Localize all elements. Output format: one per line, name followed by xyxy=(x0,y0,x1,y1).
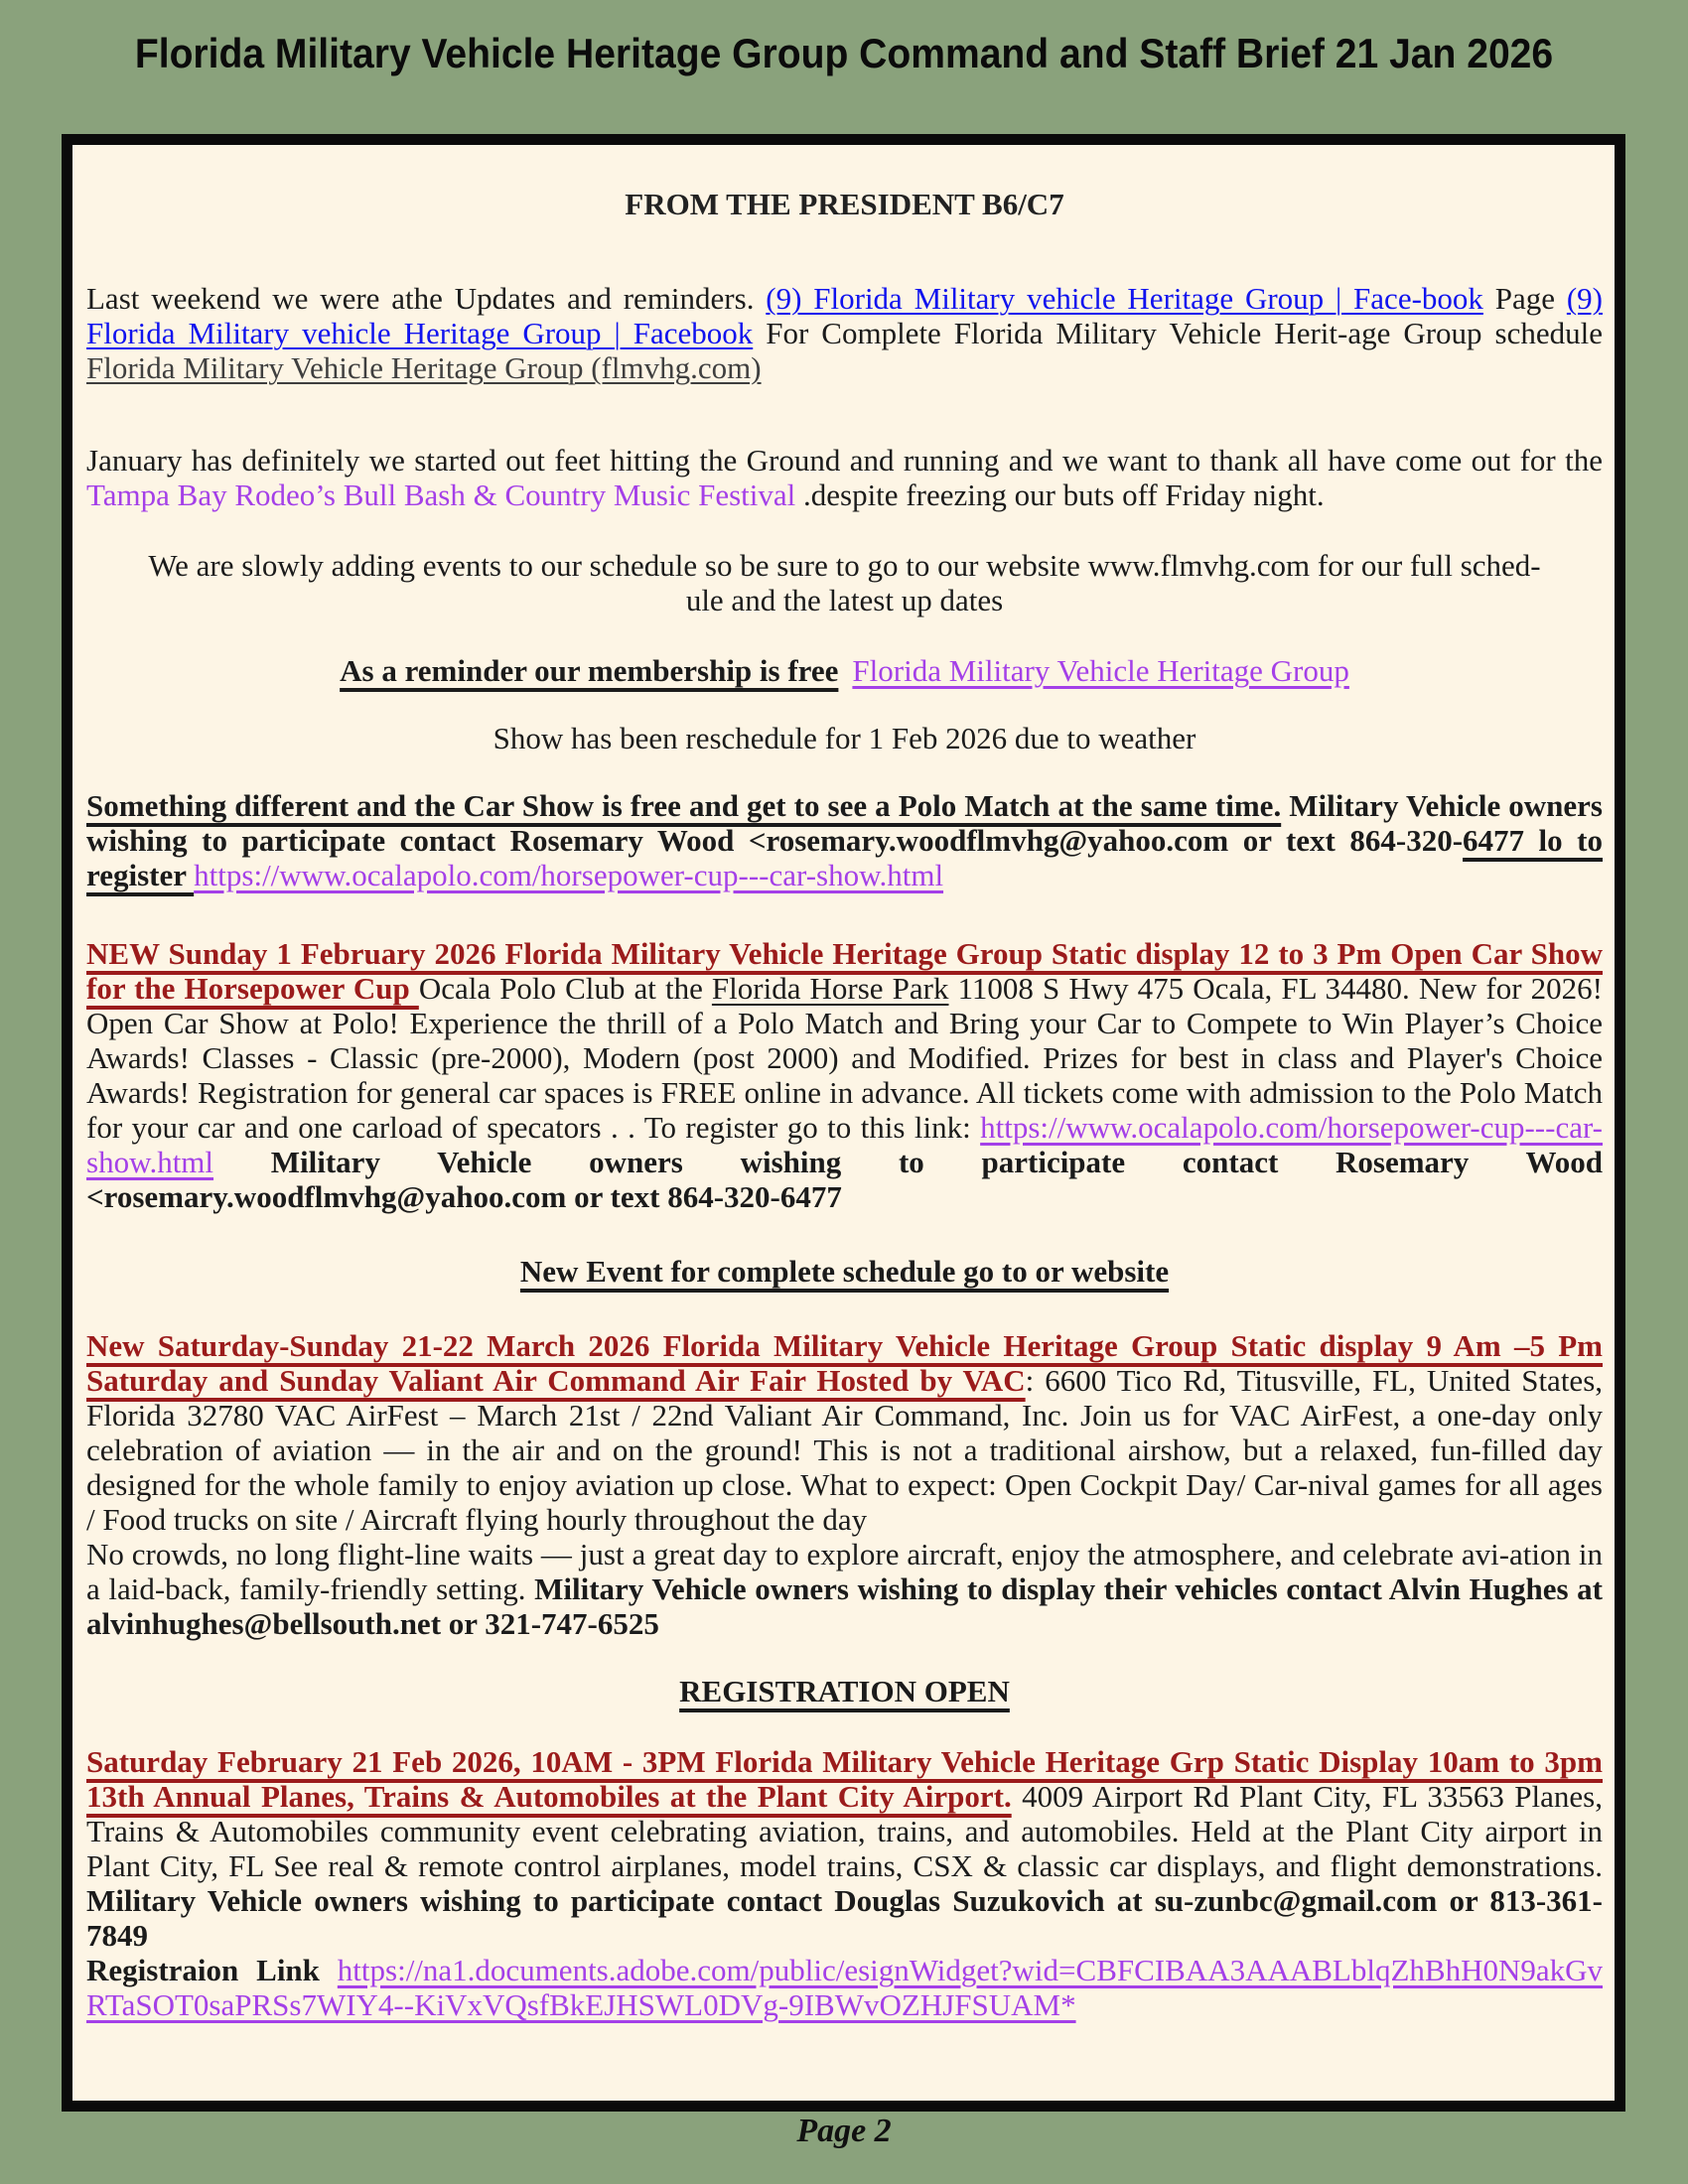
updates-text-1: Last weekend we were athe Updates and reminders. xyxy=(86,281,767,316)
schedule-note-line-1: We are slowly adding events to our schedule so be sure to go to our website www.flmvhg.com for our full sched- xyxy=(148,548,1541,583)
tampa-festival-highlight: Tampa Bay Rodeo’s Bull Bash & Country Music Festival xyxy=(86,478,796,512)
vac-airfest-text-2: No crowds, no long flight-line waits — just a great day to explore aircraft, enjoy the atmosphere, and celebrate avi-ation in a laid-back, family-friendly setting. xyxy=(86,1537,1603,1606)
vac-airfest-event-paragraph xyxy=(86,1328,1603,1641)
membership-free-text: As a reminder our membership is free xyxy=(340,653,839,688)
from-president-heading: FROM THE PRESIDENT B6/C7 xyxy=(625,187,1064,221)
january-text-1: January has definitely we started out feet hitting the Ground and running and we want to thank all have come out for the xyxy=(86,443,1603,478)
plant-city-contact-text: Military Vehicle owners wishing to participate contact Douglas Suzukovich at su-zunbc@gmail.com or 813-361-7849 xyxy=(86,1883,1603,1953)
reschedule-note: Show has been reschedule for 1 Feb 2026 due to weather xyxy=(492,721,1196,755)
adobe-registration-link[interactable]: https://na1.documents.adobe.com/public/esignWidget?wid=CBFCIBAA3AAABLblqZhBhH0N9akGvRTaSOT0saPRSs7WIY4--KiVxVQsfBkEJHSWL0DVg-9IBWvOZHJFSUAM* xyxy=(86,1953,1603,2022)
schedule-note-paragraph xyxy=(86,548,1603,617)
vac-airfest-event-title: New Saturday-Sunday 21-22 March 2026 Florida Military Vehicle Heritage Group Static display 9 Am –5 Pm Saturday and Sunday Valiant Air Command Air Fair Hosted by VAC xyxy=(86,1328,1603,1398)
polo-contact-text: Military Vehicle owners wishing to participate contact Rosemary Wood <rosemary.woodflmvhg@yahoo.com or text 864-320- xyxy=(86,788,1603,858)
updates-text-2: Page xyxy=(1482,281,1567,316)
registration-link-label: Registraion Link xyxy=(86,1953,338,1987)
plant-city-event-title: Saturday February 21 Feb 2026, 10AM - 3PM Florida Military Vehicle Heritage Grp Static Display 10am to 3pm 13th Annual Planes, Trains & Automobiles at the Plant City Airport. xyxy=(86,1744,1603,1814)
schedule-note-line-2: ule and the latest up dates xyxy=(685,583,1004,617)
flmvhg-website-link[interactable]: Florida Military Vehicle Heritage Group (flmvhg.com) xyxy=(86,350,762,385)
horsepower-cup-text-2: 11008 S Hwy 475 Ocala, FL 34480. New for 2026! Open Car Show at Polo! Experience the thrill of a Polo Match and Bring your Car to Compete to Win Player’s Choice Awards! Classes - Classic (pre-2000), Modern (post 2000) and Modified. Prizes for best in class and Player's Choice Awards! Registration for general car spaces is FREE online in advance. All tickets come with admission to the Polo Match for your car and one carload of specators . . To register go to this link: xyxy=(86,971,1603,1145)
facebook-link-2[interactable]: (9) Florida Military vehicle Heritage Group | Facebook xyxy=(86,281,1603,350)
horsepower-cup-event-paragraph xyxy=(86,936,1603,1214)
page-number: Page 2 xyxy=(796,2113,892,2149)
horsepower-cup-link[interactable]: https://www.ocalapolo.com/horsepower-cup---car-show.html xyxy=(86,1110,1603,1179)
polo-promo-paragraph xyxy=(86,788,1603,892)
plant-city-event-paragraph xyxy=(86,1744,1603,2022)
updates-text-3: For Complete Florida Military Vehicle Herit-age Group schedule xyxy=(753,316,1603,350)
facebook-link-1[interactable]: (9) Florida Military vehicle Heritage Group | Face-book xyxy=(766,281,1483,316)
content-box xyxy=(62,134,1625,2112)
heritage-group-link[interactable]: Florida Military Vehicle Heritage Group xyxy=(852,653,1349,688)
polo-register-link[interactable]: https://www.ocalapolo.com/horsepower-cup---car-show.html xyxy=(194,858,944,892)
new-event-heading xyxy=(86,1254,1603,1289)
updates-paragraph xyxy=(86,281,1603,385)
horsepower-cup-contact-text: Military Vehicle owners wishing to participate contact Rosemary Wood <rosemary.woodflmvhg@yahoo.com or text 864-320-6477 xyxy=(86,1145,1603,1214)
january-text-2: .despite freezing our buts off Friday night. xyxy=(795,478,1325,512)
florida-horse-park-text: Florida Horse Park xyxy=(711,971,949,1006)
registration-open-text: REGISTRATION OPEN xyxy=(679,1674,1010,1708)
polo-promo-underlined: Something different and the Car Show is free and get to see a Polo Match at the same time. xyxy=(86,788,1282,823)
vac-airfest-text-1: : 6600 Tico Rd, Titusville, FL, United States, Florida 32780 VAC AirFest – March 21st / 22nd Valiant Air Command, Inc. Join us for VAC AirFest, a one-day only celebration of aviation — in the air and on the ground! This is not a traditional airshow, but a relaxed, fun-filled day designed for the whole family to enjoy aviation up close. What to expect: Open Cockpit Day/ Car-nival games for all ages / Food trucks on site / Aircraft flying hourly throughout the day xyxy=(86,1363,1604,1537)
plant-city-text-1: 4009 Airport Rd Plant City, FL 33563 Planes, Trains & Automobiles community event celebrating aviation, trains, and automobiles. Held at the Plant City airport in Plant City, FL See real & remote control airplanes, model trains, CSX & classic car displays, and flight demonstrations. xyxy=(86,1779,1603,1883)
vac-airfest-contact-text: Military Vehicle owners wishing to display their vehicles contact Alvin Hughes at alvinhughes@bellsouth.net or 321-747-6525 xyxy=(86,1571,1604,1641)
january-paragraph xyxy=(86,443,1603,512)
polo-register-underlined: 6477 lo to register xyxy=(86,823,1603,892)
page-title: Florida Military Vehicle Heritage Group Command and Staff Brief 21 Jan 2026 xyxy=(134,30,1554,76)
membership-paragraph xyxy=(86,653,1603,688)
registration-open-heading xyxy=(86,1674,1603,1708)
horsepower-cup-text-1: Ocala Polo Club at the xyxy=(418,971,712,1006)
horsepower-cup-event-title: NEW Sunday 1 February 2026 Florida Military Vehicle Heritage Group Static display 12 to 3 Pm Open Car Show for the Horsepower Cup xyxy=(86,936,1603,1006)
new-event-heading-text: New Event for complete schedule go to or website xyxy=(519,1254,1170,1289)
